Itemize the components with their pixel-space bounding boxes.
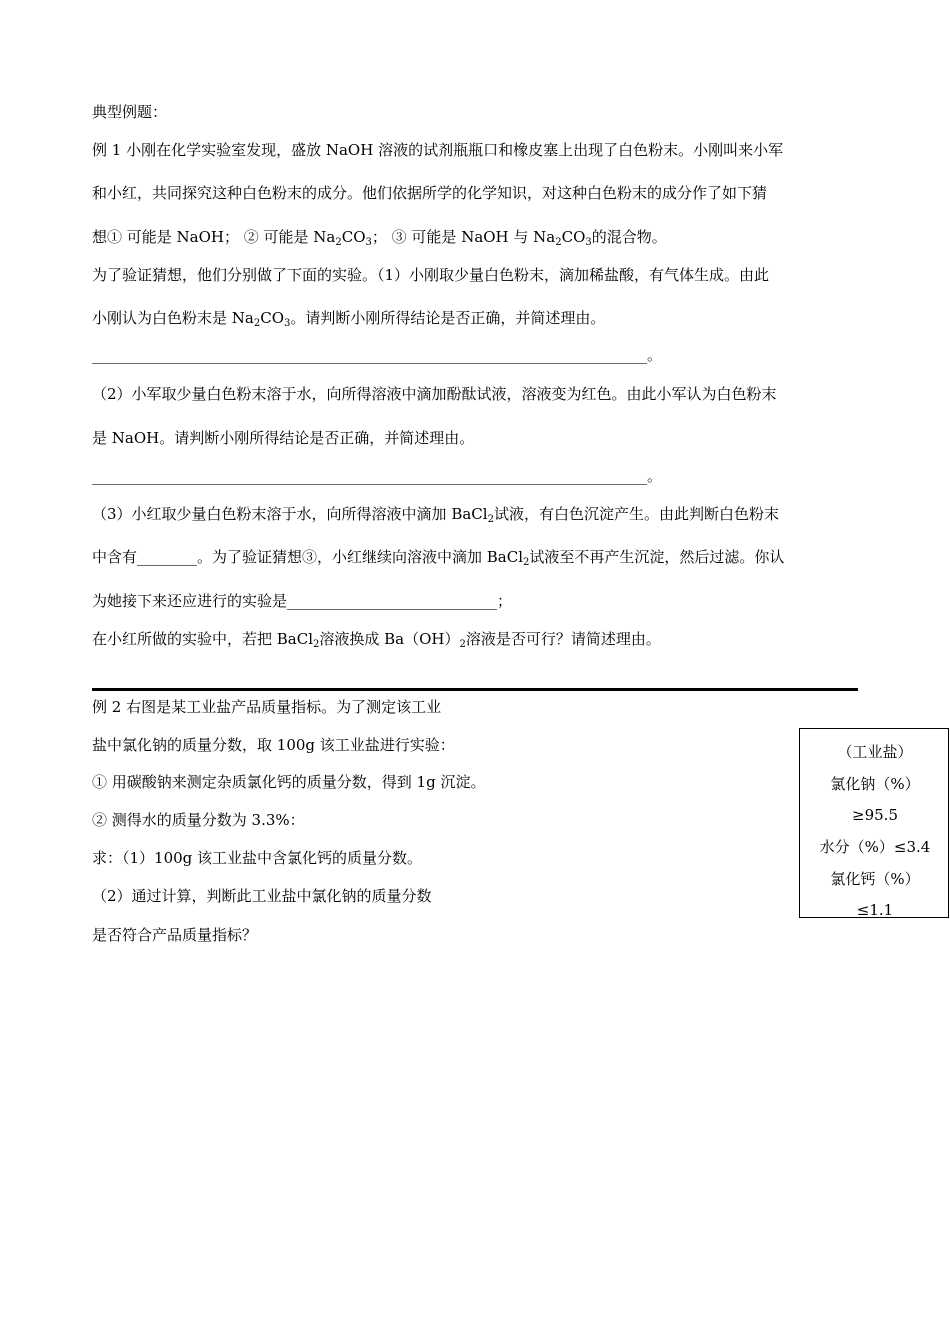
ex2-line-3: ① 用碳酸钠来测定杂质氯化钙的质量分数，得到 1g 沉淀。	[92, 773, 486, 791]
ex2-line-2: 盐中氯化钠的质量分数，取 100g 该工业盐进行实验：	[92, 736, 455, 754]
ex1-line-6: （2）小军取少量白色粉末溶于水，向所得溶液中滴加酚酞试液，溶液变为红色。由此小军认为白色粉末	[92, 385, 777, 403]
answer-blank-2: __________________________________________________________________________。	[92, 467, 663, 485]
ex1-line-7: 是 NaOH。请判断小刚所得结论是否正确，并简述理由。	[92, 429, 475, 447]
spec-cacl2-value: ≤1.1	[856, 901, 894, 919]
ex1-line-2: 和小红，共同探究这种白色粉末的成分。他们依据所学的化学知识，对这种白色粉末的成分作了如下猜	[92, 184, 768, 202]
ex1-line-9: 中含有________。为了验证猜想③，小红继续向溶液中滴加 BaCl$_2$试液至不再产生沉淀，然后过滤。你认	[92, 548, 785, 568]
ex2-line-7: 是否符合产品质量指标？	[92, 926, 258, 944]
ex2-line-1: 例 2 右图是某工业盐产品质量指标。为了测定该工业	[92, 698, 442, 716]
ex1-line-4: 为了验证猜想，他们分别做了下面的实验。（1）小刚取少量白色粉末，滴加稀盐酸，有气体生成。由此	[92, 266, 770, 284]
ex2-line-6: （2）通过计算，判断此工业盐中氯化钠的质量分数	[92, 887, 432, 905]
spec-nacl-label: 氯化钠（%）	[830, 775, 920, 793]
ex2-line-5: 求：（1）100g 该工业盐中含氯化钙的质量分数。	[92, 849, 423, 867]
ex1-line-1: 例 1 小刚在化学实验室发现，盛放 NaOH 溶液的试剂瓶瓶口和橡皮塞上出现了白色粉末。小刚叫来小军	[92, 141, 784, 159]
section-heading: 典型例题：	[92, 103, 168, 121]
answer-blank-1: __________________________________________________________________________。	[92, 346, 663, 364]
spec-water: 水分（%）≤3.4	[819, 838, 931, 856]
ex1-line-10: 为她接下来还应进行的实验是____________________________；	[92, 592, 513, 610]
spec-nacl-value: ≥95.5	[852, 806, 898, 824]
ex1-line-3: 想① 可能是 NaOH； ② 可能是 $Na_2CO_3$； ③ 可能是 NaOH 与 $Na_2CO_3$的混合物。	[92, 228, 667, 248]
ex1-line-8: （3）小红取少量白色粉末溶于水，向所得溶液中滴加 BaCl$_2$试液，有白色沉淀产生。由此判断白色粉末	[92, 505, 779, 525]
ex2-line-4: ② 测得水的质量分数为 3.3%：	[92, 811, 305, 829]
section-divider	[92, 688, 858, 691]
ex1-line-5: 小刚认为白色粉末是 $Na_2CO_3$。请判断小刚所得结论是否正确，并简述理由。	[92, 309, 606, 329]
ex1-line-11: 在小红所做的实验中，若把 BaCl$_2$溶液换成 $Ba(OH)_2$溶液是否可行？请简述理由。	[92, 630, 661, 650]
spec-cacl2-label: 氯化钙（%）	[830, 870, 920, 888]
product-spec-box	[799, 728, 949, 918]
spec-title: （工业盐）	[837, 743, 913, 761]
